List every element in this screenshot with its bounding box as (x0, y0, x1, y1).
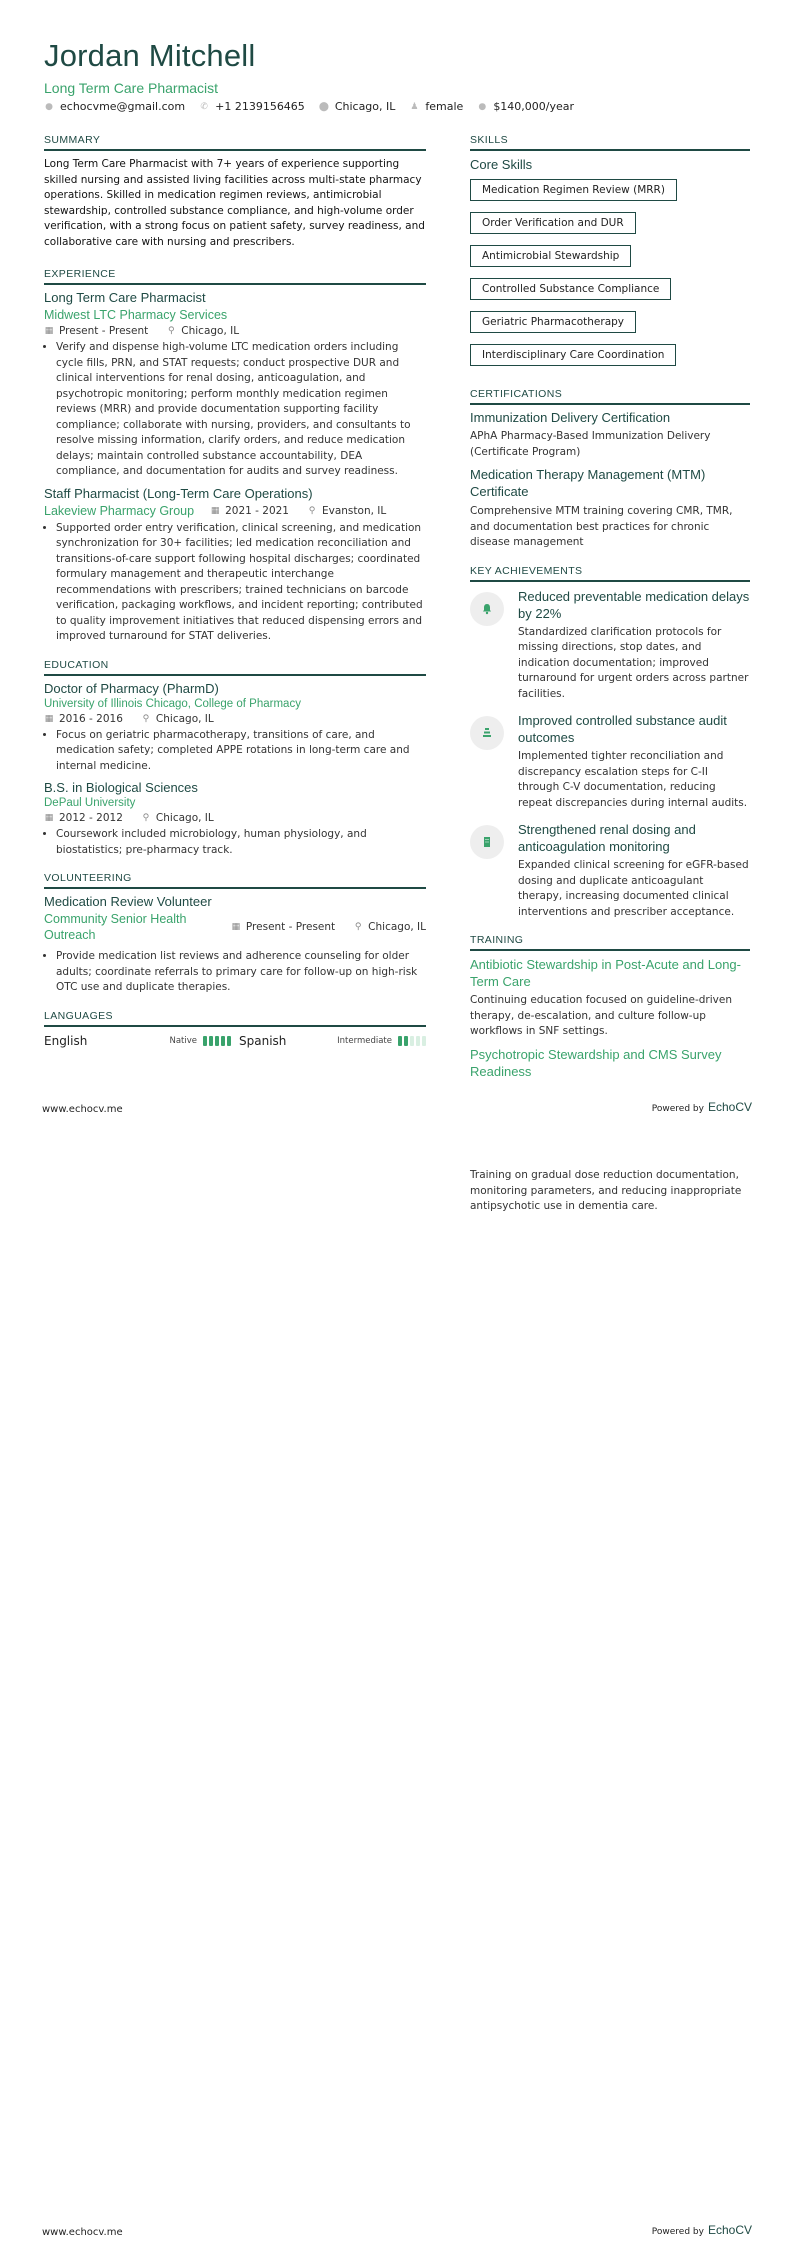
contact-salary: ● $140,000/year (478, 100, 575, 113)
email-icon: ● (45, 101, 53, 112)
rating-dot (416, 1036, 420, 1046)
location-icon: ⚲ (142, 813, 150, 823)
education-item (44, 681, 426, 775)
volunteer-org: Community Senior Health Outreach (44, 912, 187, 942)
language-level: Intermediate (337, 1035, 392, 1046)
edu-dates: 2016 - 2016 (59, 712, 123, 725)
summary-heading: SUMMARY (44, 134, 426, 151)
school: University of Illinois Chicago, College of Pharmacy (44, 697, 301, 710)
language-item (239, 1034, 426, 1048)
languages-heading: LANGUAGES (44, 1010, 426, 1027)
candidate-name: Jordan Mitchell (44, 38, 256, 73)
phone-icon: ✆ (200, 101, 208, 112)
certification-desc: Comprehensive MTM training covering CMR, TMR, and documentation best practices for chronic disease management (470, 505, 733, 548)
education-heading: EDUCATION (44, 659, 426, 676)
contact-phone[interactable]: ✆ +1 2139156465 (200, 100, 305, 113)
achievements-list (470, 588, 750, 921)
experience-item (44, 486, 426, 645)
certification-name: Immunization Delivery Certification (470, 410, 671, 425)
job-bullet: • Verify and dispense high-volume LTC medication orders including cycle fills, PRN, and STAT requests; conduct prospective DUR and clinical interventions for renal dosing, anticoagulation, and psychotropic monitoring; perform monthly medication regimen reviews (MRR) and provide documentation supporting facility compliance; collaborate with nursing, providers, and consultants to resolve missing information, clarify orders, and reduce medication delays; maintain controlled substance accountability, DEA compliance, and documentation for audits and survey readiness. (56, 340, 426, 480)
footer-brand[interactable]: EchoCV (707, 2223, 752, 2237)
achievement-title: Improved controlled substance audit outcomes (518, 713, 727, 745)
job-bullet: • Supported order entry verification, clinical screening, and medication synchronization for 30+ facilities; led medication reconciliation and transitions-of-care support following hospital discharges; coordinated formulary management and therapeutic interchange recommendations with prescribers; trained technicians on barcode verification, packaging workflows, and incident reporting; contributed to quality improvement initiatives that reduced dispensing errors and improved turnaround for STAT deliveries. (56, 521, 426, 645)
edu-location: Chicago, IL (155, 812, 214, 824)
training-desc: Continuing education focused on guideline-driven therapy, de-escalation, and culture follow-up workflows in SNF settings. (470, 994, 732, 1037)
volunteer-location: Chicago, IL (368, 921, 426, 933)
summary-text: Long Term Care Pharmacist with 7+ years of experience supporting skilled nursing and assisted living facilities across multi-state pharmacy operations. Skilled in medication regimen reviews, antimicrobial stewardship, controlled substance compliance, and high-volume order verification, with a strong focus on patient safety, survey readiness, and collaborative care with nursing and prescribers. (44, 158, 425, 248)
contact-email[interactable]: ● echocvme@gmail.com (45, 100, 186, 113)
location-icon: ⚲ (142, 713, 150, 724)
calendar-icon: ▦ (44, 713, 54, 724)
school: DePaul University (44, 797, 136, 809)
volunteer-dates: Present - Present (245, 921, 336, 933)
skill-tag: Controlled Substance Compliance (470, 278, 671, 300)
skills-heading: SKILLS (470, 134, 750, 151)
person-icon: ♟ (410, 101, 419, 112)
job-location: Evanston, IL (322, 504, 387, 517)
rating-dot (398, 1036, 402, 1046)
skill-tag: Antimicrobial Stewardship (470, 245, 631, 267)
footer-website[interactable]: www.echocv.me (42, 1104, 123, 1115)
achievement-item (470, 588, 750, 703)
achievement-item (470, 712, 750, 811)
job-title: Staff Pharmacist (Long-Term Care Operations) (44, 485, 313, 501)
education-item (44, 780, 426, 858)
achievement-title: Reduced preventable medication delays by 22% (518, 588, 750, 621)
certifications-heading: CERTIFICATIONS (470, 388, 750, 405)
volunteering-item (44, 894, 426, 996)
skill-tag: Order Verification and DUR (470, 212, 636, 234)
contact-bar (44, 100, 574, 113)
training-name: Psychotropic Stewardship and CMS Survey Readiness (470, 1046, 722, 1079)
edu-location: Chicago, IL (155, 712, 214, 725)
volunteer-bullet: • Provide medication list reviews and adherence counseling for older adults; coordinate referrals to primary care for follow-up on high-risk OTC use and duplicate therapies. (56, 949, 426, 996)
candidate-title: Long Term Care Pharmacist (44, 80, 219, 96)
volunteer-role: Medication Review Volunteer (44, 894, 212, 909)
languages-list (44, 1034, 426, 1048)
right-column (470, 134, 750, 1080)
achievement-item (470, 821, 750, 920)
volunteering-heading: VOLUNTEERING (44, 872, 426, 889)
certification-item (470, 410, 750, 460)
location-icon: ⚲ (167, 326, 175, 336)
skill-tag: Medication Regimen Review (MRR) (470, 179, 677, 201)
calendar-icon: ▦ (44, 813, 54, 823)
calendar-icon: ▦ (231, 922, 241, 932)
language-level: Native (169, 1035, 197, 1046)
location-icon: ⚲ (308, 505, 316, 516)
contact-gender: ♟ female (410, 100, 464, 113)
rating-dot (227, 1036, 231, 1046)
rating-dot (422, 1036, 426, 1046)
bell-icon (470, 592, 504, 626)
calendar-icon: ▦ (44, 326, 54, 336)
language-name: Spanish (239, 1033, 287, 1048)
rating-dot (404, 1036, 408, 1046)
achievement-title: Strengthened renal dosing and anticoagulation monitoring (518, 822, 696, 854)
language-rating (203, 1036, 231, 1046)
job-dates: Present - Present (59, 325, 149, 337)
achievement-desc: Implemented tighter reconciliation and discrepancy escalation steps for C-II through C-V documentation, reducing repeat discrepancies during internal audits. (518, 750, 748, 809)
resume-page-2 (0, 1123, 794, 2246)
rating-dot (203, 1036, 207, 1046)
footer-powered: Powered by EchoCV (651, 2223, 752, 2237)
edu-bullet: • Focus on geriatric pharmacotherapy, transitions of care, and medication safety; completed APPE rotations in long-term care and internal medicine. (56, 728, 426, 775)
training-item (470, 1046, 750, 1080)
achievement-desc: Standardized clarification protocols for missing directions, stop dates, and indication documentation; improved turnaround for urgent orders across partner facilities. (518, 625, 749, 700)
edu-dates: 2012 - 2012 (59, 812, 123, 824)
achievements-heading: KEY ACHIEVEMENTS (470, 565, 750, 582)
left-column (44, 134, 426, 1048)
calendar-icon: ▦ (210, 505, 220, 516)
salary-icon: ● (478, 101, 487, 112)
location-icon: ⬤ (318, 101, 329, 112)
language-item (44, 1034, 231, 1048)
experience-heading: EXPERIENCE (44, 268, 426, 285)
training-desc: Training on gradual dose reduction documentation, monitoring parameters, and reducing inappropriate antipsychotic use in dementia care. (470, 1169, 742, 1212)
right-column-continued (470, 1168, 750, 1215)
training-item (470, 956, 750, 1040)
certification-item (470, 466, 750, 551)
edu-bullet: • Coursework included microbiology, human physiology, and biostatistics; pre-pharmacy track. (56, 827, 426, 858)
job-location: Chicago, IL (181, 325, 240, 337)
language-rating (398, 1036, 426, 1046)
certification-name: Medication Therapy Management (MTM) Certificate (470, 467, 706, 499)
skills-group-title: Core Skills (470, 157, 533, 172)
job-title: Long Term Care Pharmacist (44, 290, 206, 305)
skills-list (470, 178, 750, 376)
achievement-desc: Expanded clinical screening for eGFR-based dosing and duplicate anticoagulant therapy, increasing documented clinical interventions and prescriber acceptance. (518, 859, 749, 918)
language-name: English (44, 1033, 88, 1048)
contact-location: ⬤ Chicago, IL (318, 100, 396, 113)
rating-dot (209, 1036, 213, 1046)
degree: Doctor of Pharmacy (PharmD) (44, 680, 219, 696)
footer-website[interactable]: www.echocv.me (42, 2227, 123, 2238)
degree: B.S. in Biological Sciences (44, 780, 198, 795)
stack-icon (470, 716, 504, 750)
rating-dot (221, 1036, 225, 1046)
job-dates: 2021 - 2021 (225, 504, 289, 517)
skill-tag: Interdisciplinary Care Coordination (470, 344, 676, 366)
training-heading: TRAINING (470, 934, 750, 951)
certification-desc: APhA Pharmacy-Based Immunization Delivery (Certificate Program) (470, 430, 711, 458)
employer: Midwest LTC Pharmacy Services (44, 308, 228, 322)
footer-powered: Powered by EchoCV (651, 1100, 752, 1114)
footer-brand[interactable]: EchoCV (707, 1100, 752, 1114)
experience-item (44, 290, 426, 480)
rating-dot (215, 1036, 219, 1046)
rating-dot (410, 1036, 414, 1046)
employer: Lakeview Pharmacy Group (44, 503, 195, 518)
location-icon: ⚲ (354, 922, 362, 932)
building-icon (470, 825, 504, 859)
training-name: Antibiotic Stewardship in Post-Acute and Long-Term Care (470, 957, 741, 989)
skill-tag: Geriatric Pharmacotherapy (470, 311, 636, 333)
